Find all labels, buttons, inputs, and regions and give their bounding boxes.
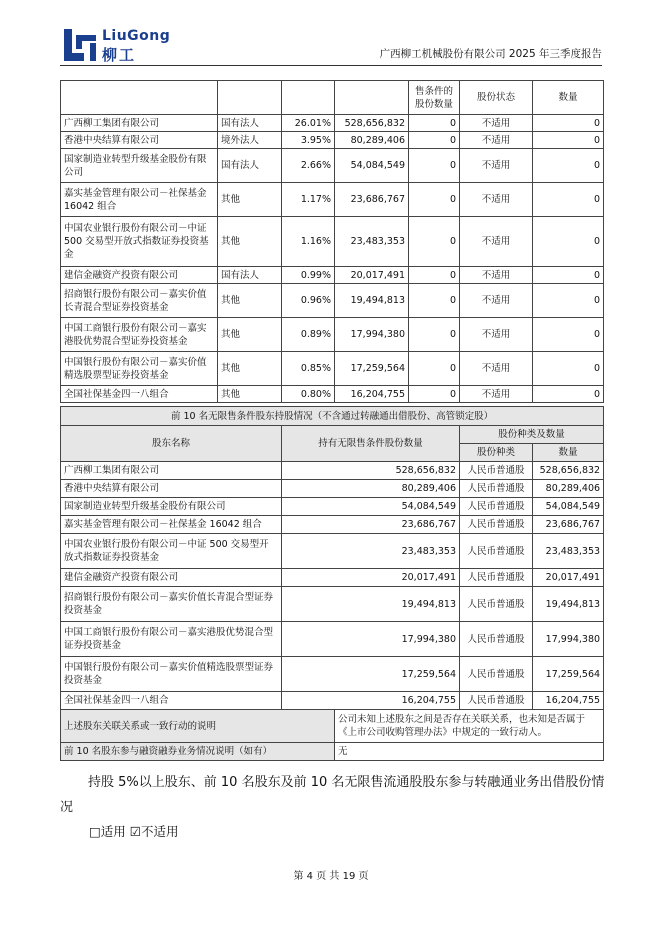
unrestricted-shares: 80,289,406: [282, 480, 460, 498]
relation-label: 上述股东关联关系或一致行动的说明: [61, 710, 335, 743]
shareholder-nature: 境外法人: [218, 132, 282, 149]
header-share-type-group: 股份种类及数量: [460, 426, 604, 444]
share-status: 不适用: [460, 386, 533, 403]
unrestricted-shares: 528,656,832: [282, 462, 460, 480]
holding-shares: 16,204,755: [335, 386, 409, 403]
pledged-qty: 0: [533, 149, 604, 183]
shareholder-nature: 国有法人: [218, 149, 282, 183]
table-row: [61, 710, 604, 743]
holding-shares: 23,483,353: [335, 217, 409, 267]
share-type: 人民币普通股: [460, 569, 533, 587]
shareholder-nature: 其他: [218, 183, 282, 217]
pledged-qty: 0: [533, 267, 604, 284]
unrestricted-shares: 17,994,380: [282, 622, 460, 657]
header-cell: [61, 81, 218, 115]
shareholder-name: 国家制造业转型升级基金股份有限公司: [61, 149, 218, 183]
share-status: 不适用: [460, 183, 533, 217]
share-status: 不适用: [460, 352, 533, 386]
share-type: 人民币普通股: [460, 657, 533, 692]
holding-pct: 0.96%: [282, 284, 335, 318]
unrestricted-shares: 17,259,564: [282, 657, 460, 692]
holding-pct: 0.80%: [282, 386, 335, 403]
pledged-qty: 0: [533, 318, 604, 352]
restricted-shares: 0: [409, 217, 460, 267]
holding-shares: 23,686,767: [335, 183, 409, 217]
share-type: 人民币普通股: [460, 480, 533, 498]
page-number: 第 4 页 共 19 页: [293, 871, 369, 882]
unrestricted-shares: 20,017,491: [282, 569, 460, 587]
shareholder-nature: 其他: [218, 217, 282, 267]
shareholder-name: 全国社保基金四一八组合: [61, 386, 218, 403]
applicability-options: [89, 822, 179, 840]
table-row: [61, 183, 604, 217]
shareholder-name: 中国银行股份有限公司－嘉实价值精选股票型证券投资基金: [61, 352, 218, 386]
table-row: [61, 352, 604, 386]
shareholder-name: 建信金融资产投资有限公司: [61, 267, 218, 284]
table-row: [61, 386, 604, 403]
pledged-qty: 0: [533, 217, 604, 267]
share-qty: 20,017,491: [533, 569, 604, 587]
share-qty: 17,994,380: [533, 622, 604, 657]
share-status: 不适用: [460, 132, 533, 149]
shareholder-name: 中国农业银行股份有限公司－中证 500 交易型开放式指数证券投资基金: [61, 534, 282, 569]
relation-text: 公司未知上述股东之间是否存在关联关系，也未知是否属于《上市公司收购管理办法》中规定的一致行动人。: [335, 710, 604, 743]
restricted-shares: 0: [409, 183, 460, 217]
restricted-shares: 0: [409, 386, 460, 403]
restricted-shares: 0: [409, 149, 460, 183]
shareholder-name: 中国工商银行股份有限公司－嘉实港股优势混合型证券投资基金: [61, 622, 282, 657]
share-qty: 23,686,767: [533, 516, 604, 534]
shareholder-nature: 其他: [218, 284, 282, 318]
header-cell: 数量: [533, 81, 604, 115]
shareholder-name: 嘉实基金管理有限公司－社保基金 16042 组合: [61, 183, 218, 217]
top10-shareholders-table: [60, 80, 604, 403]
share-qty: 16,204,755: [533, 692, 604, 710]
option-not-applicable: ☑不适用: [129, 824, 179, 839]
table-header-row: [61, 426, 604, 444]
page-header: [60, 26, 602, 64]
liugong-logo-icon: [64, 29, 98, 61]
table-row: [61, 318, 604, 352]
logo-text-cn: 柳工: [102, 46, 137, 64]
share-type: 人民币普通股: [460, 587, 533, 622]
header-share-type: 股份种类: [460, 444, 533, 462]
shareholder-name: 广西柳工集团有限公司: [61, 462, 282, 480]
restricted-shares: 0: [409, 132, 460, 149]
holding-shares: 17,994,380: [335, 318, 409, 352]
shareholder-name: 香港中央结算有限公司: [61, 132, 218, 149]
restricted-shares: 0: [409, 318, 460, 352]
holding-pct: 1.17%: [282, 183, 335, 217]
share-status: 不适用: [460, 284, 533, 318]
pledged-qty: 0: [533, 352, 604, 386]
shareholder-name: 中国农业银行股份有限公司－中证 500 交易型开放式指数证券投资基金: [61, 217, 218, 267]
margin-trading-label: 前 10 名股东参与融资融券业务情况说明（如有）: [61, 743, 335, 761]
lending-paragraph: 持股 5%以上股东、前 10 名股东及前 10 名无限售流通股股东参与转融通业务出借股份情况: [60, 775, 605, 815]
table-row: [61, 743, 604, 761]
pledged-qty: 0: [533, 132, 604, 149]
header-cell: 售条件的股份数量: [409, 81, 460, 115]
shareholder-name: 嘉实基金管理有限公司－社保基金 16042 组合: [61, 516, 282, 534]
shareholder-nature: 其他: [218, 318, 282, 352]
share-qty: 23,483,353: [533, 534, 604, 569]
share-type: 人民币普通股: [460, 462, 533, 480]
share-type: 人民币普通股: [460, 498, 533, 516]
holding-pct: 2.66%: [282, 149, 335, 183]
header-unrestricted-shares: 持有无限售条件股份数量: [282, 426, 460, 462]
holding-shares: 80,289,406: [335, 132, 409, 149]
table-row: [61, 267, 604, 284]
share-qty: 528,656,832: [533, 462, 604, 480]
header-cell: [282, 81, 335, 115]
holding-shares: 20,017,491: [335, 267, 409, 284]
logo-text-en: LiuGong: [102, 28, 171, 44]
shareholder-nature: 国有法人: [218, 267, 282, 284]
table-row: [61, 587, 604, 622]
margin-trading-text: 无: [335, 743, 604, 761]
holding-pct: 0.99%: [282, 267, 335, 284]
holding-shares: 528,656,832: [335, 115, 409, 132]
holding-pct: 1.16%: [282, 217, 335, 267]
restricted-shares: 0: [409, 267, 460, 284]
holding-shares: 19,494,813: [335, 284, 409, 318]
holding-pct: 3.95%: [282, 132, 335, 149]
table-row: [61, 657, 604, 692]
share-type: 人民币普通股: [460, 622, 533, 657]
holding-shares: 17,259,564: [335, 352, 409, 386]
share-qty: 80,289,406: [533, 480, 604, 498]
share-status: 不适用: [460, 267, 533, 284]
table-row: [61, 569, 604, 587]
share-status: 不适用: [460, 318, 533, 352]
shareholder-nature: 其他: [218, 352, 282, 386]
header-cell: [218, 81, 282, 115]
shareholder-name: 全国社保基金四一八组合: [61, 692, 282, 710]
pledged-qty: 0: [533, 386, 604, 403]
unrestricted-shares: 23,483,353: [282, 534, 460, 569]
shareholder-nature: 国有法人: [218, 115, 282, 132]
table-row: [61, 498, 604, 516]
table-row: [61, 516, 604, 534]
share-status: 不适用: [460, 217, 533, 267]
header-divider: [60, 65, 602, 66]
unrestricted-shares: 23,686,767: [282, 516, 460, 534]
share-type: 人民币普通股: [460, 534, 533, 569]
shareholder-name: 广西柳工集团有限公司: [61, 115, 218, 132]
table-row: [61, 534, 604, 569]
header-quantity: 数量: [533, 444, 604, 462]
unrestricted-shares: 16,204,755: [282, 692, 460, 710]
unrestricted-shares: 54,084,549: [282, 498, 460, 516]
header-cell: 股份状态: [460, 81, 533, 115]
holding-pct: 0.85%: [282, 352, 335, 386]
report-title: 广西柳工机械股份有限公司 2025 年三季度报告: [379, 48, 602, 60]
shareholder-name: 中国银行股份有限公司－嘉实价值精选股票型证券投资基金: [61, 657, 282, 692]
shareholder-name: 建信金融资产投资有限公司: [61, 569, 282, 587]
pledged-qty: 0: [533, 183, 604, 217]
restricted-shares: 0: [409, 284, 460, 318]
restricted-shares: 0: [409, 352, 460, 386]
holding-pct: 0.89%: [282, 318, 335, 352]
share-qty: 54,084,549: [533, 498, 604, 516]
option-applicable: □适用: [89, 824, 126, 839]
table-header-row: [61, 81, 604, 115]
section-title-row: [61, 407, 604, 426]
header-shareholder-name: 股东名称: [61, 426, 282, 462]
shareholder-name: 中国工商银行股份有限公司－嘉实港股优势混合型证券投资基金: [61, 318, 218, 352]
table-row: [61, 462, 604, 480]
share-qty: 19,494,813: [533, 587, 604, 622]
share-type: 人民币普通股: [460, 692, 533, 710]
table-row: [61, 692, 604, 710]
restricted-shares: 0: [409, 115, 460, 132]
section-title: 前 10 名无限售条件股东持股情况（不含通过转融通出借股份、高管锁定股）: [61, 407, 604, 426]
company-logo: [60, 26, 190, 62]
unrestricted-shareholders-table: [60, 406, 604, 761]
shareholder-name: 招商银行股份有限公司－嘉实价值长青混合型证券投资基金: [61, 284, 218, 318]
table-row: [61, 480, 604, 498]
pledged-qty: 0: [533, 115, 604, 132]
table-row: [61, 115, 604, 132]
table-row: [61, 149, 604, 183]
holding-pct: 26.01%: [282, 115, 335, 132]
table-row: [61, 284, 604, 318]
table-row: [61, 132, 604, 149]
share-status: 不适用: [460, 149, 533, 183]
table-row: [61, 217, 604, 267]
table-row: [61, 622, 604, 657]
unrestricted-shares: 19,494,813: [282, 587, 460, 622]
header-cell: [335, 81, 409, 115]
pledged-qty: 0: [533, 284, 604, 318]
shareholder-name: 香港中央结算有限公司: [61, 480, 282, 498]
share-status: 不适用: [460, 115, 533, 132]
holding-shares: 54,084,549: [335, 149, 409, 183]
share-qty: 17,259,564: [533, 657, 604, 692]
shareholder-nature: 其他: [218, 386, 282, 403]
shareholder-name: 招商银行股份有限公司－嘉实价值长青混合型证券投资基金: [61, 587, 282, 622]
shareholder-name: 国家制造业转型升级基金股份有限公司: [61, 498, 282, 516]
share-type: 人民币普通股: [460, 516, 533, 534]
